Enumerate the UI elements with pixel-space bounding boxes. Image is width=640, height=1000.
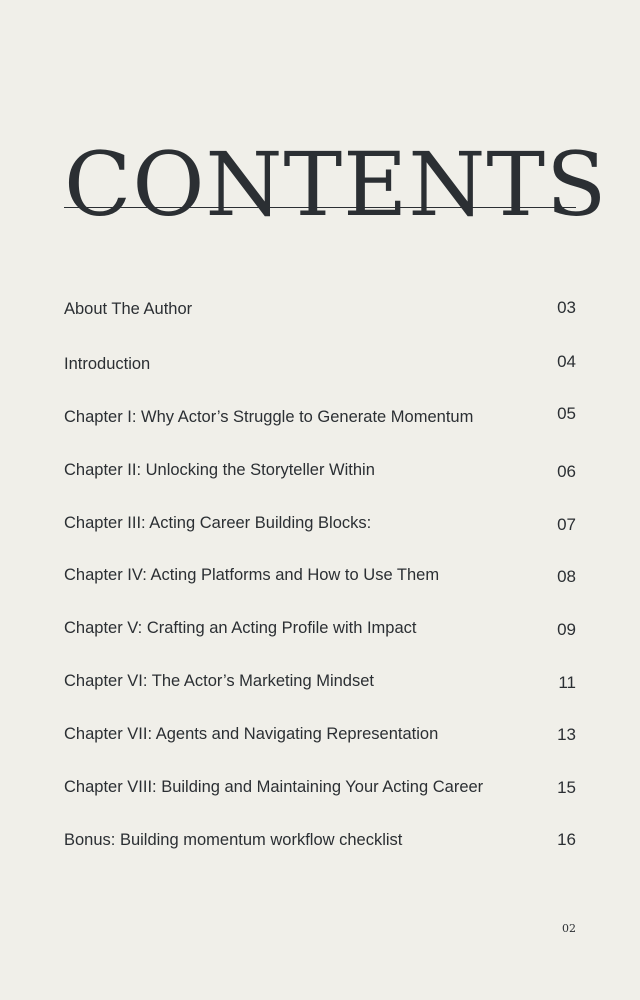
toc-entry-label: Chapter III: Acting Career Building Blocks: bbox=[64, 514, 372, 532]
toc-entry-label: Chapter VI: The Actor’s Marketing Mindset bbox=[64, 672, 374, 690]
toc-entry-chapter-6 bbox=[64, 669, 576, 693]
toc-entry-label: Chapter VIII: Building and Maintaining Your Acting Career bbox=[64, 778, 484, 796]
toc-entry-label: Introduction bbox=[64, 355, 151, 373]
toc-entry-chapter-5 bbox=[64, 616, 576, 640]
toc-entry-page: 08 bbox=[557, 567, 576, 586]
toc-entry-chapter-4 bbox=[64, 563, 576, 587]
toc-entry-page: 07 bbox=[557, 515, 576, 534]
toc-entry-page: 03 bbox=[557, 298, 576, 317]
toc-entry-label: Chapter V: Crafting an Acting Profile with Impact bbox=[64, 619, 417, 637]
toc-entry-label: Chapter I: Why Actor’s Struggle to Generate Momentum bbox=[64, 408, 474, 426]
toc-entry-label: Chapter II: Unlocking the Storyteller Within bbox=[64, 461, 375, 479]
toc-entry-label: Chapter IV: Acting Platforms and How to Use Them bbox=[64, 566, 440, 584]
toc-entry-page: 06 bbox=[557, 462, 576, 481]
toc-entry-page: 09 bbox=[557, 620, 576, 639]
page-number: 02 bbox=[562, 922, 576, 935]
toc-entry-introduction bbox=[64, 352, 576, 376]
toc-entry-bonus bbox=[64, 828, 576, 852]
toc-entry-chapter-8 bbox=[64, 775, 576, 799]
toc-entry-chapter-1 bbox=[64, 405, 576, 429]
toc-entry-chapter-7 bbox=[64, 722, 576, 746]
toc-entry-page: 11 bbox=[558, 673, 576, 692]
toc-entry-page: 15 bbox=[557, 778, 576, 797]
toc-entry-about-the-author bbox=[64, 297, 576, 321]
page-title: CONTENTS bbox=[64, 133, 608, 236]
toc-entry-page: 05 bbox=[557, 404, 576, 423]
toc-entry-page: 13 bbox=[557, 725, 576, 744]
toc-entry-label: Bonus: Building momentum workflow checklist bbox=[64, 831, 403, 849]
toc-entry-label: Chapter VII: Agents and Navigating Representation bbox=[64, 725, 439, 743]
toc-entry-page: 04 bbox=[557, 352, 576, 371]
toc-entry-chapter-2 bbox=[64, 458, 576, 482]
table-of-contents bbox=[64, 0, 608, 1000]
toc-entry-label: About The Author bbox=[64, 300, 193, 318]
toc-entry-chapter-3 bbox=[64, 511, 576, 535]
toc-entry-page: 16 bbox=[557, 830, 576, 849]
